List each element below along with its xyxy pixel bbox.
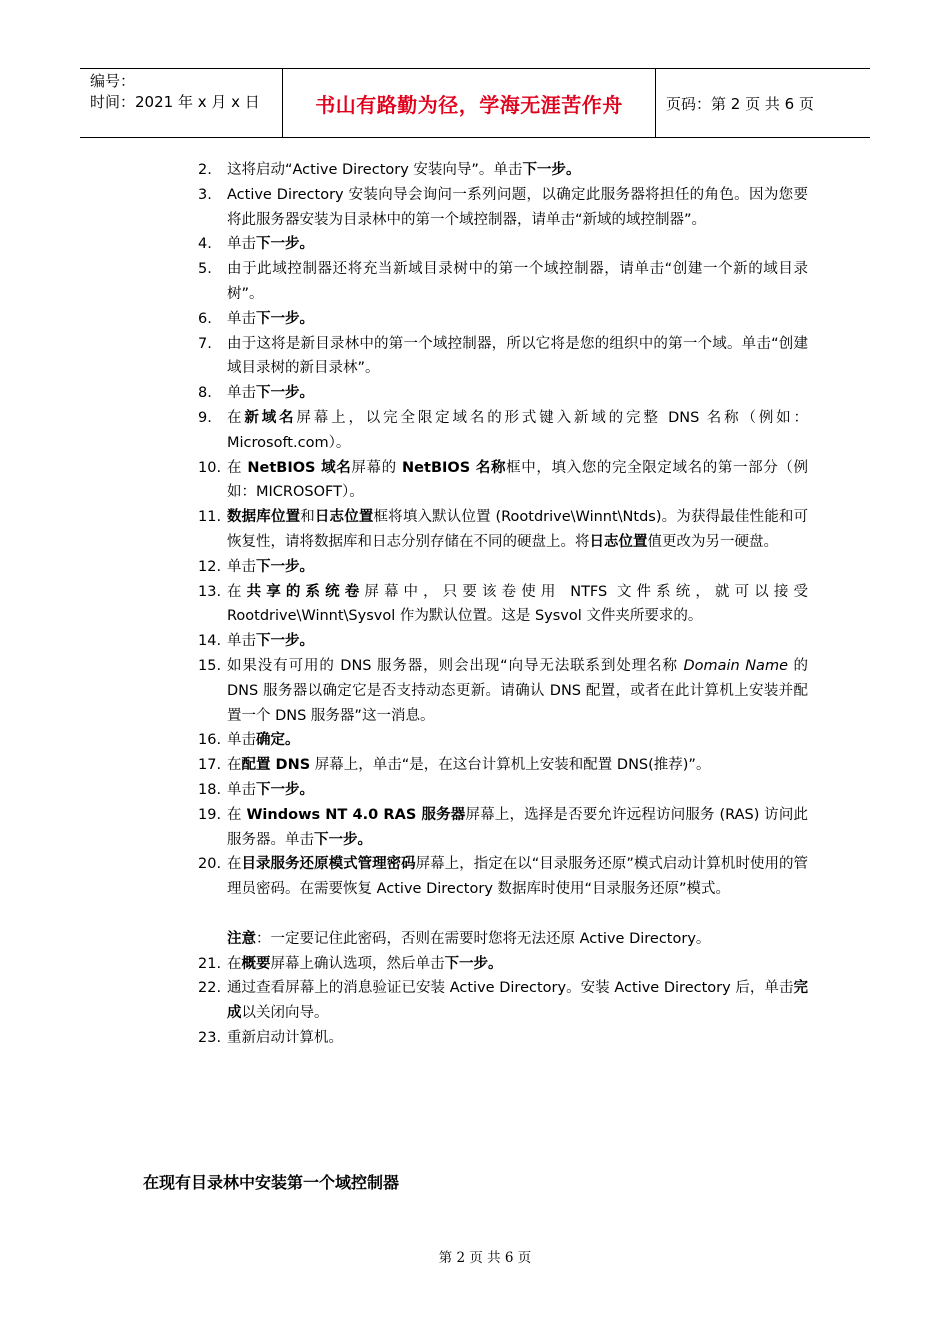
list-item <box>198 257 808 307</box>
list-number: 3. <box>198 186 212 203</box>
bold-text: 完成 <box>227 980 808 1022</box>
bold-text: 。 <box>285 732 300 749</box>
list-number: 8. <box>198 385 212 402</box>
list-item <box>198 654 808 728</box>
text-run: 在 <box>227 583 247 600</box>
list-item <box>198 183 808 233</box>
bold-text: 。 <box>488 955 503 972</box>
bold-text: 。 <box>299 310 314 327</box>
list-number: 22. <box>198 980 222 997</box>
text-run: 单击 <box>227 558 256 575</box>
list-item <box>198 232 808 257</box>
list-item <box>198 307 808 332</box>
bold-text: 。 <box>299 781 314 798</box>
list-text <box>227 976 808 1026</box>
list-text <box>227 753 808 778</box>
text-run: 重新启动计算机。 <box>227 1029 343 1046</box>
list-item <box>198 778 808 803</box>
step-list-continued <box>198 952 808 1051</box>
list-item <box>198 456 808 506</box>
text-run: 单击 <box>227 385 256 402</box>
note-paragraph <box>198 927 808 952</box>
list-item <box>198 158 808 183</box>
bold-text: 日志位置 <box>589 533 648 550</box>
list-text <box>227 803 808 853</box>
list-text <box>227 580 808 630</box>
header-page-info: 页码：第 2 页 共 6 页 <box>666 94 814 113</box>
bold-text: 配置 DNS <box>241 757 311 774</box>
list-item <box>198 952 808 977</box>
bold-text: 注意 <box>227 930 256 947</box>
bold-text: 。 <box>299 385 314 402</box>
list-number: 4. <box>198 236 212 253</box>
bold-text: 下一步 <box>256 558 300 575</box>
section-title: 在现有目录林中安装第一个域控制器 <box>143 1173 400 1192</box>
list-number: 20. <box>198 856 222 873</box>
bold-text: 下一步 <box>444 955 488 972</box>
text-run: 这将启动“Active Directory 安装向导”。单击 <box>227 162 523 178</box>
bold-text: 目录服务还原模式管理密码 <box>241 856 416 873</box>
list-number: 11. <box>198 509 222 526</box>
list-item <box>198 332 808 382</box>
list-item <box>198 852 808 902</box>
code-label: 编号： <box>90 72 136 90</box>
text-run: Active Directory 安装向导会询问一系列问题，以确定此服务器将担任的角色。因为您要将此服务器安装为目录林中的第一个域控制器，请单击“新域的域控制器”。 <box>227 186 808 228</box>
text-run: 如果没有可用的 DNS 服务器，则会出现“向导无法联系到处理名称 <box>227 657 684 674</box>
list-item <box>198 580 808 630</box>
bold-text: 。 <box>357 831 372 848</box>
list-text <box>227 952 808 977</box>
list-item <box>198 728 808 753</box>
list-number: 7. <box>198 335 212 352</box>
text-run: 以关闭向导。 <box>241 1005 329 1022</box>
list-text <box>227 257 808 307</box>
list-text <box>227 307 808 332</box>
text-run: 屏幕上，以完全限定域名的形式键入新域的完整 DNS 名称（例如：Microsoft.com）。 <box>227 409 809 451</box>
text-run: 通过查看屏幕上的消息验证已安装 Active Directory。安装 Active Directory 后，单击 <box>227 980 794 997</box>
bold-text: 下一步 <box>256 236 300 253</box>
header-meta <box>80 69 282 137</box>
bold-text: NetBIOS 名称 <box>402 459 507 476</box>
text-run: 在 <box>227 806 247 823</box>
text-run: 单击 <box>227 732 256 749</box>
list-text <box>227 629 808 654</box>
bold-text: 。 <box>565 162 581 178</box>
text-run: 在 <box>227 459 248 476</box>
list-number: 15. <box>198 657 222 674</box>
text-run: 在 <box>227 955 242 972</box>
list-item <box>198 976 808 1026</box>
header-motto: 书山有路勤为径，学海无涯苦作舟 <box>282 69 656 137</box>
text-run: 框中，填入您的完全限定域名的第一部分（例如：MICROSOFT）。 <box>227 459 809 501</box>
bold-text: 下一步 <box>314 831 358 848</box>
list-number: 23. <box>198 1029 222 1046</box>
list-text <box>227 778 808 803</box>
text-run: 单击 <box>227 633 256 650</box>
list-text <box>227 555 808 580</box>
text-run: ：一定要记住此密码，否则在需要时您将无法还原 Active Directory。 <box>256 930 711 947</box>
list-text <box>227 158 808 183</box>
list-number: 17. <box>198 757 222 774</box>
list-number: 13. <box>198 583 222 600</box>
bold-text: 新域名 <box>244 409 297 426</box>
bold-text: Windows NT 4.0 RAS 服务器 <box>246 806 466 823</box>
list-number: 18. <box>198 781 222 798</box>
list-number: 9. <box>198 409 212 426</box>
list-text <box>227 232 808 257</box>
text-run: 在 <box>227 409 245 426</box>
text-run: 单击 <box>227 236 256 253</box>
text-run: 屏幕的 <box>351 459 403 476</box>
time-label: 时间：2021 年 x 月 x 日 <box>90 93 260 111</box>
text-run: 的 DNS 服务器以确定它是否支持动态更新。请确认 DNS 配置，或者在此计算机上安装并配置一个 DNS 服务器”这一消息。 <box>227 657 809 724</box>
bold-text: 下一步 <box>522 162 566 178</box>
bold-text: 。 <box>299 236 314 253</box>
bold-text: 。 <box>299 633 314 650</box>
list-text <box>227 381 808 406</box>
page-footer: 第 2 页 共 6 页 <box>438 1250 532 1266</box>
list-number: 14. <box>198 633 222 650</box>
list-item <box>198 406 808 456</box>
list-text <box>227 456 808 506</box>
list-text <box>227 1026 808 1051</box>
text-run: 屏幕上，单击“是，在这台计算机上安装和配置 DNS(推荐)”。 <box>310 757 711 774</box>
text-run: 由于这将是新目录林中的第一个域控制器，所以它将是您的组织中的第一个域。单击“创建域目录树的新目录林”。 <box>227 335 808 377</box>
bold-text: 共享的系统卷 <box>246 583 365 600</box>
list-text <box>227 406 808 456</box>
list-text <box>227 332 808 382</box>
bold-text: NetBIOS 域名 <box>247 459 352 476</box>
bold-text: 下一步 <box>256 633 300 650</box>
text-run: 在 <box>227 856 242 873</box>
bold-text: 概要 <box>241 955 271 972</box>
list-item <box>198 555 808 580</box>
text-run: 单击 <box>227 781 256 798</box>
bold-text: 确定 <box>256 732 285 749</box>
list-number: 10. <box>198 459 222 476</box>
list-number: 21. <box>198 955 222 972</box>
text-run: 由于此域控制器还将充当新域目录树中的第一个域控制器，请单击“创建一个新的域目录树”。 <box>227 261 808 302</box>
text-run: 值更改为另一硬盘。 <box>647 533 778 550</box>
list-item <box>198 1026 808 1051</box>
text-run: 屏幕上确认选项，然后单击 <box>270 955 445 972</box>
list-item <box>198 753 808 778</box>
list-number: 2. <box>198 162 212 178</box>
document-body <box>198 158 808 1051</box>
text-run: 单击 <box>227 310 256 327</box>
text-run: 在 <box>227 757 242 774</box>
list-number: 6. <box>198 310 212 327</box>
list-number: 19. <box>198 806 222 823</box>
step-list <box>198 158 808 902</box>
list-item <box>198 629 808 654</box>
page-header <box>80 68 870 138</box>
list-text <box>227 654 808 728</box>
list-text <box>227 852 808 902</box>
list-item <box>198 505 808 555</box>
list-text <box>227 505 808 555</box>
bold-text: 。 <box>299 558 314 575</box>
text-run: 和 <box>300 509 315 526</box>
bold-text: 下一步 <box>256 781 300 798</box>
bold-text: 日志位置 <box>314 509 374 526</box>
list-number: 5. <box>198 261 212 278</box>
text-run: 屏幕上，指定在以“目录服务还原”模式启动计算机时使用的管理员密码。在需要恢复 Active Directory 数据库时使用“目录服务还原”模式。 <box>227 856 808 898</box>
list-number: 12. <box>198 558 222 575</box>
text-run: 屏幕上，选择是否要允许远程访问服务 (RAS) 访问此服务器。单击 <box>227 806 809 848</box>
list-text <box>227 728 808 753</box>
list-item <box>198 381 808 406</box>
list-number: 16. <box>198 732 222 749</box>
bold-text: 数据库位置 <box>227 509 301 526</box>
text-run: 框将填入默认位置 (Rootdrive\Winnt\Ntds)。为获得最佳性能和可恢复性，请将数据库和日志分别存储在不同的硬盘上。将 <box>227 509 809 550</box>
bold-text: 下一步 <box>256 385 300 402</box>
list-text <box>227 183 808 233</box>
italic-text: Domain Name <box>683 657 788 674</box>
list-item <box>198 803 808 853</box>
text-run: 屏幕中，只要该卷使用 NTFS 文件系统，就可以接受 Rootdrive\Winnt\Sysvol 作为默认位置。这是 Sysvol 文件夹所要求的。 <box>227 583 808 625</box>
bold-text: 下一步 <box>256 310 300 327</box>
